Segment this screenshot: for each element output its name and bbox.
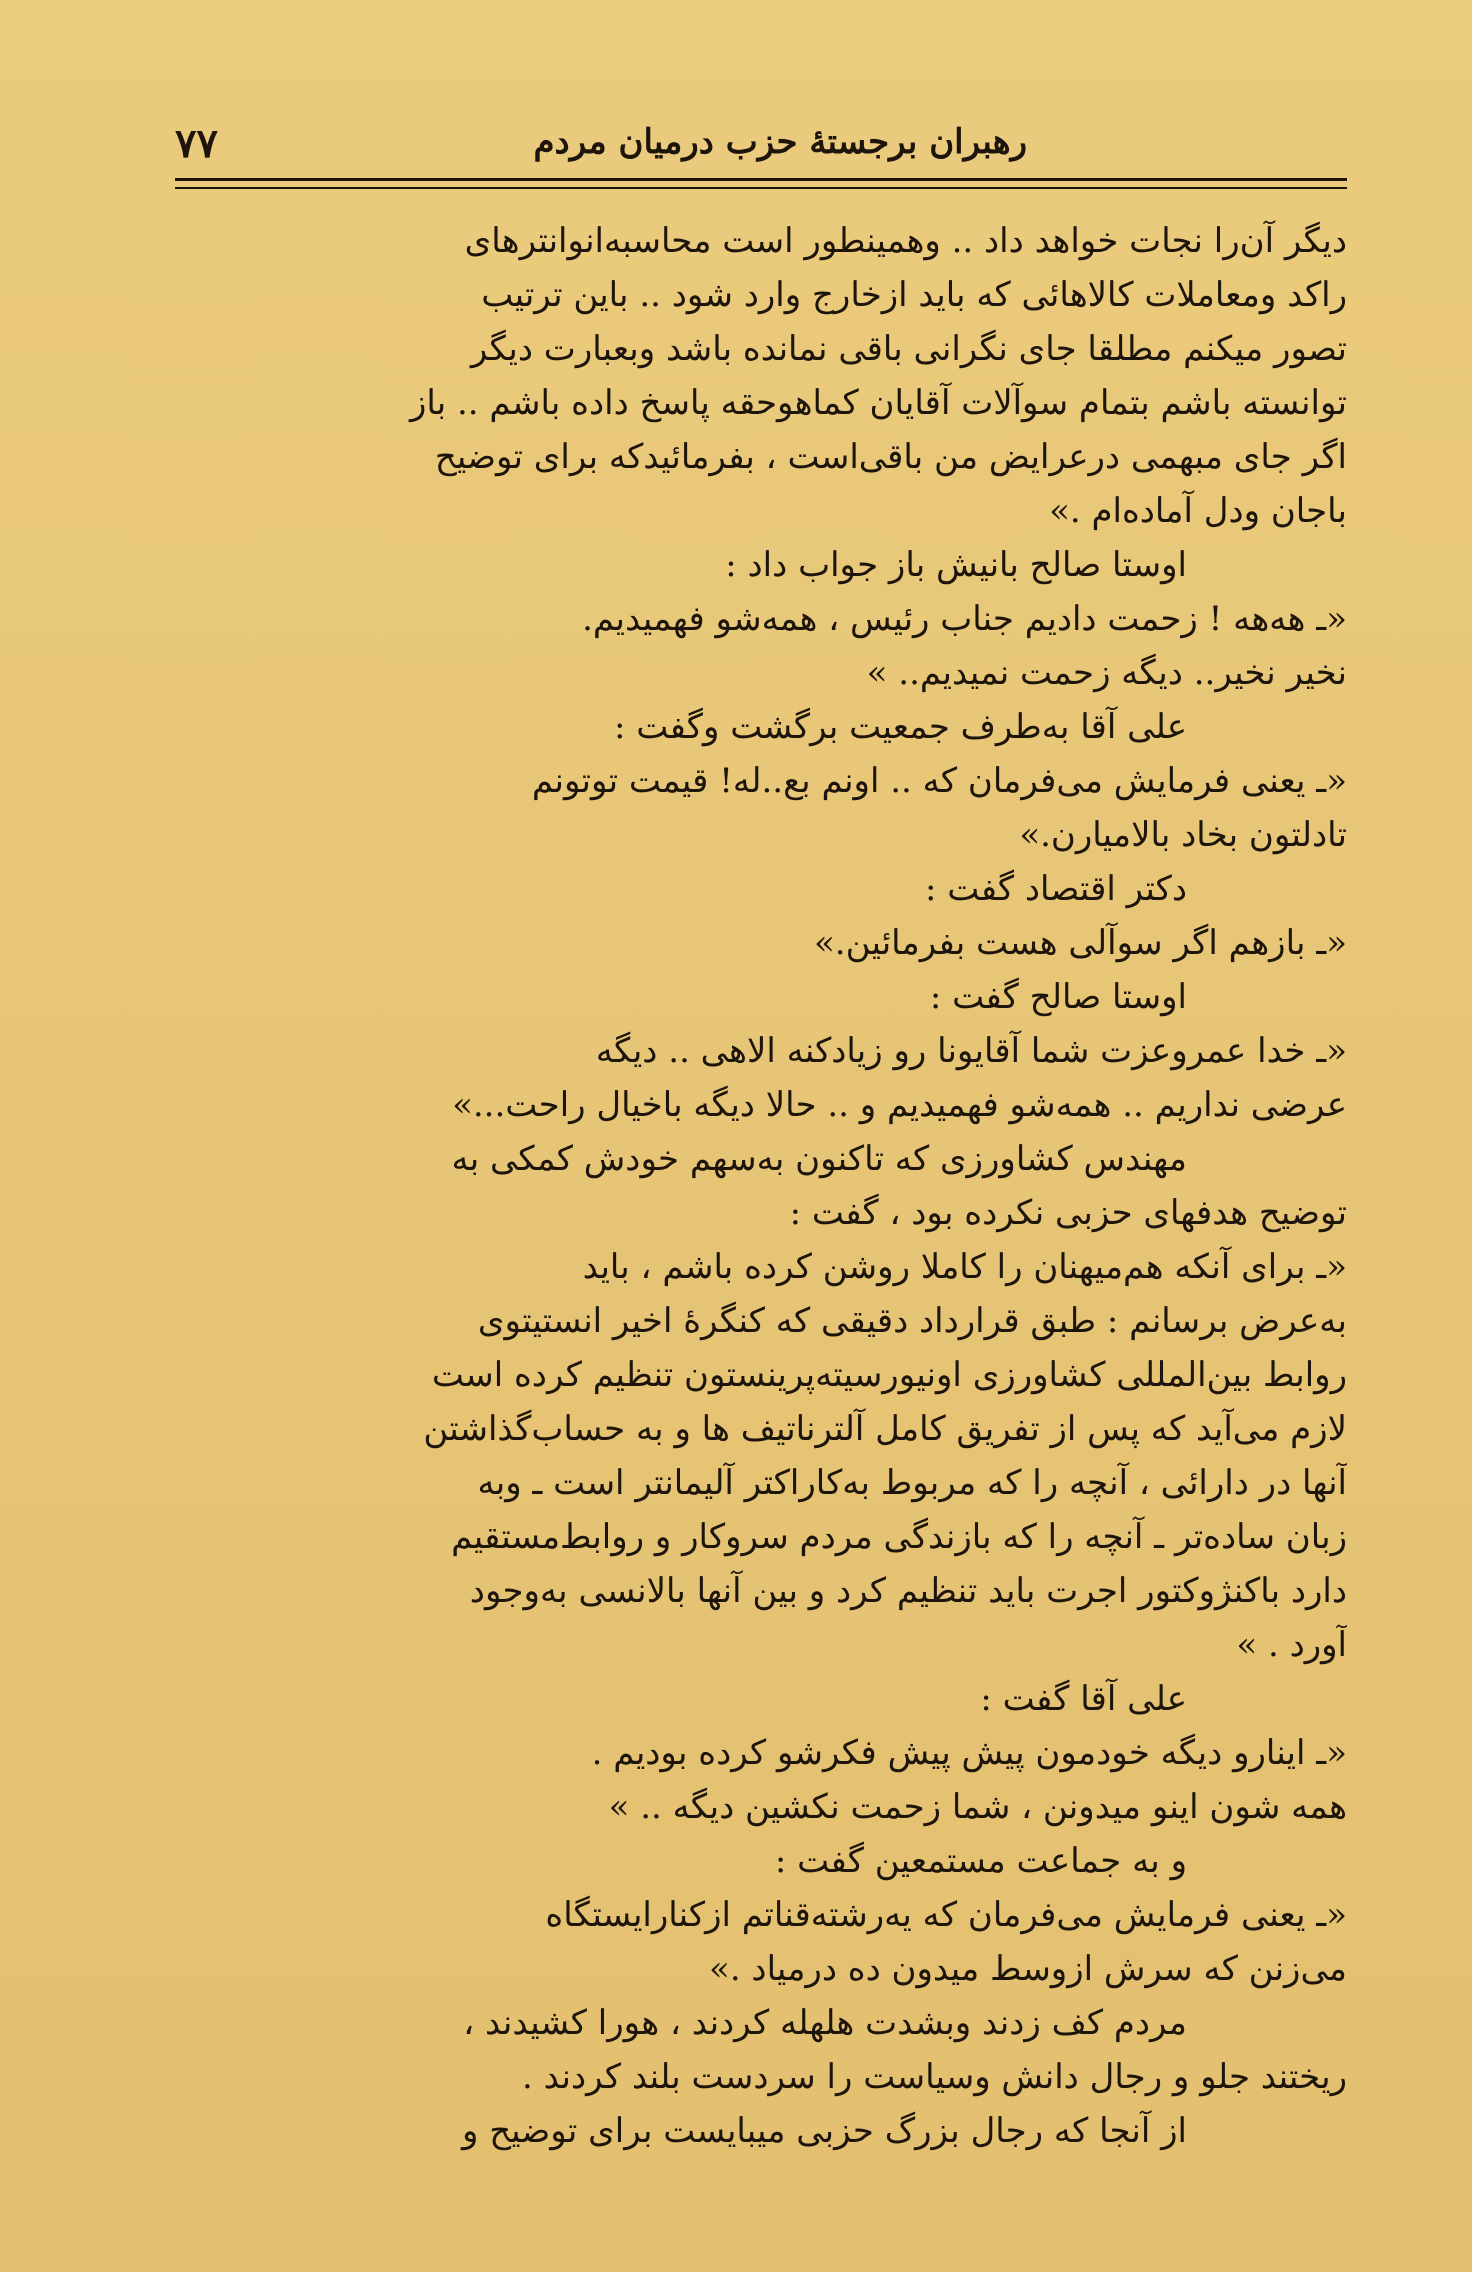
- text-line: «ـ برای آنکه هم‌میهنان را کاملا روشن کرده باشم ، باید: [582, 1247, 1347, 1287]
- text-line: تصور میکنم مطلقا جای نگرانی باقی نمانده باشد وبعبارت دیگر: [470, 329, 1347, 369]
- text-line: اوستا صالح گفت :: [929, 977, 1187, 1017]
- text-line: «ـ اینارو دیگه خودمون پیش پیش فکرشو کرده بودیم .: [591, 1733, 1347, 1773]
- text-line: و به جماعت مستمعین گفت :: [774, 1841, 1187, 1881]
- text-line: اوستا صالح بانیش باز جواب داد :: [725, 545, 1187, 585]
- text-line: تادلتون بخاد بالامیارن.»: [1019, 815, 1347, 855]
- text-line: «ـ یعنی فرمایش می‌فرمان که .. اونم بع..له! قیمت توتونم: [531, 761, 1347, 801]
- text-line: راکد ومعاملات کالاهائی که باید ازخارج وارد شود .. باین ترتیب: [481, 275, 1347, 315]
- page-header: [175, 118, 1347, 178]
- text-line: دارد باکنژوکتور اجرت باید تنظیم کرد و بین آنها بالانسی به‌وجود: [469, 1571, 1347, 1611]
- text-line: اگر جای مبهمی درعرایض من باقی‌است ، بفرمائیدکه برای توضیح: [434, 437, 1347, 477]
- text-line: «ـ خدا عمروعزت شما آقایونا رو زیادکنه الاهی .. دیگه: [595, 1031, 1347, 1071]
- running-title: رهبران برجستهٔ حزب درمیان مردم: [533, 122, 1027, 162]
- text-line: می‌زنن که سرش ازوسط میدون ده درمیاد .»: [709, 1949, 1347, 1989]
- text-line: «ـ یعنی فرمایش می‌فرمان که یه‌رشته‌قناتم ازکنارایستگاه: [545, 1895, 1347, 1935]
- text-line: به‌عرض برسانم : طبق قرارداد دقیقی که کنگرهٔ اخیر انستیتوی: [477, 1301, 1347, 1341]
- text-line: ریختند جلو و رجال دانش وسیاست را سردست بلند کردند .: [522, 2057, 1347, 2097]
- text-line: زبان ساده‌تر ـ آنچه را که بازندگی مردم سروکار و روابط‌مستقیم: [451, 1517, 1347, 1557]
- text-line: روابط بین‌المللی کشاورزی اونیورسیته‌پرینستون تنظیم کرده است: [431, 1355, 1347, 1395]
- body-text: [175, 214, 1347, 2151]
- page-number: ۷۷: [175, 120, 218, 167]
- text-line: همه شون اینو میدونن ، شما زحمت نکشین دیگه .. »: [608, 1787, 1347, 1827]
- text-line: توانسته باشم بتمام سوآلات آقایان کماهوحقه پاسخ داده باشم .. باز: [409, 383, 1347, 423]
- text-line: دکتر اقتصاد گفت :: [925, 869, 1187, 909]
- text-line: علی آقا گفت :: [980, 1679, 1187, 1719]
- text-line: از آنجا که رجال بزرگ حزبی میبایست برای توضیح و: [462, 2111, 1187, 2151]
- text-line: عرضی نداریم .. همه‌شو فهمیدیم و .. حالا دیگه باخیال راحت...»: [452, 1085, 1347, 1125]
- text-line: آنها در دارائی ، آنچه را که مربوط به‌کاراکتر آلیمانتر است ـ وبه: [477, 1463, 1347, 1503]
- text-line: مهندس کشاورزی که تاکنون به‌سهم خودش کمکی به: [451, 1139, 1187, 1179]
- text-line: باجان ودل آماده‌ام .»: [1049, 491, 1347, 531]
- text-line: علی آقا به‌طرف جمعیت برگشت وگفت :: [613, 707, 1187, 747]
- text-line: «ـ بازهم اگر سوآلی هست بفرمائین.»: [813, 923, 1347, 963]
- text-line: توضیح هدفهای حزبی نکرده بود ، گفت :: [789, 1193, 1347, 1233]
- text-line: «ـ هه‌هه ! زحمت دادیم جناب رئیس ، همه‌شو فهمیدیم.: [582, 599, 1347, 639]
- header-rule: [175, 178, 1347, 189]
- text-line: مردم کف زدند وبشدت هلهله کردند ، هورا کشیدند ،: [463, 2003, 1187, 2043]
- text-line: نخیر نخیر.. دیگه زحمت نمیدیم.. »: [866, 653, 1347, 693]
- text-line: دیگر آن‌را نجات خواهد داد .. وهمینطور است محاسبه‌انوانترهای: [464, 221, 1347, 261]
- text-line: آورد . »: [1236, 1625, 1347, 1665]
- text-line: لازم می‌آید که پس از تفریق کامل آلترناتیف ها و به حساب‌گذاشتن: [423, 1409, 1347, 1449]
